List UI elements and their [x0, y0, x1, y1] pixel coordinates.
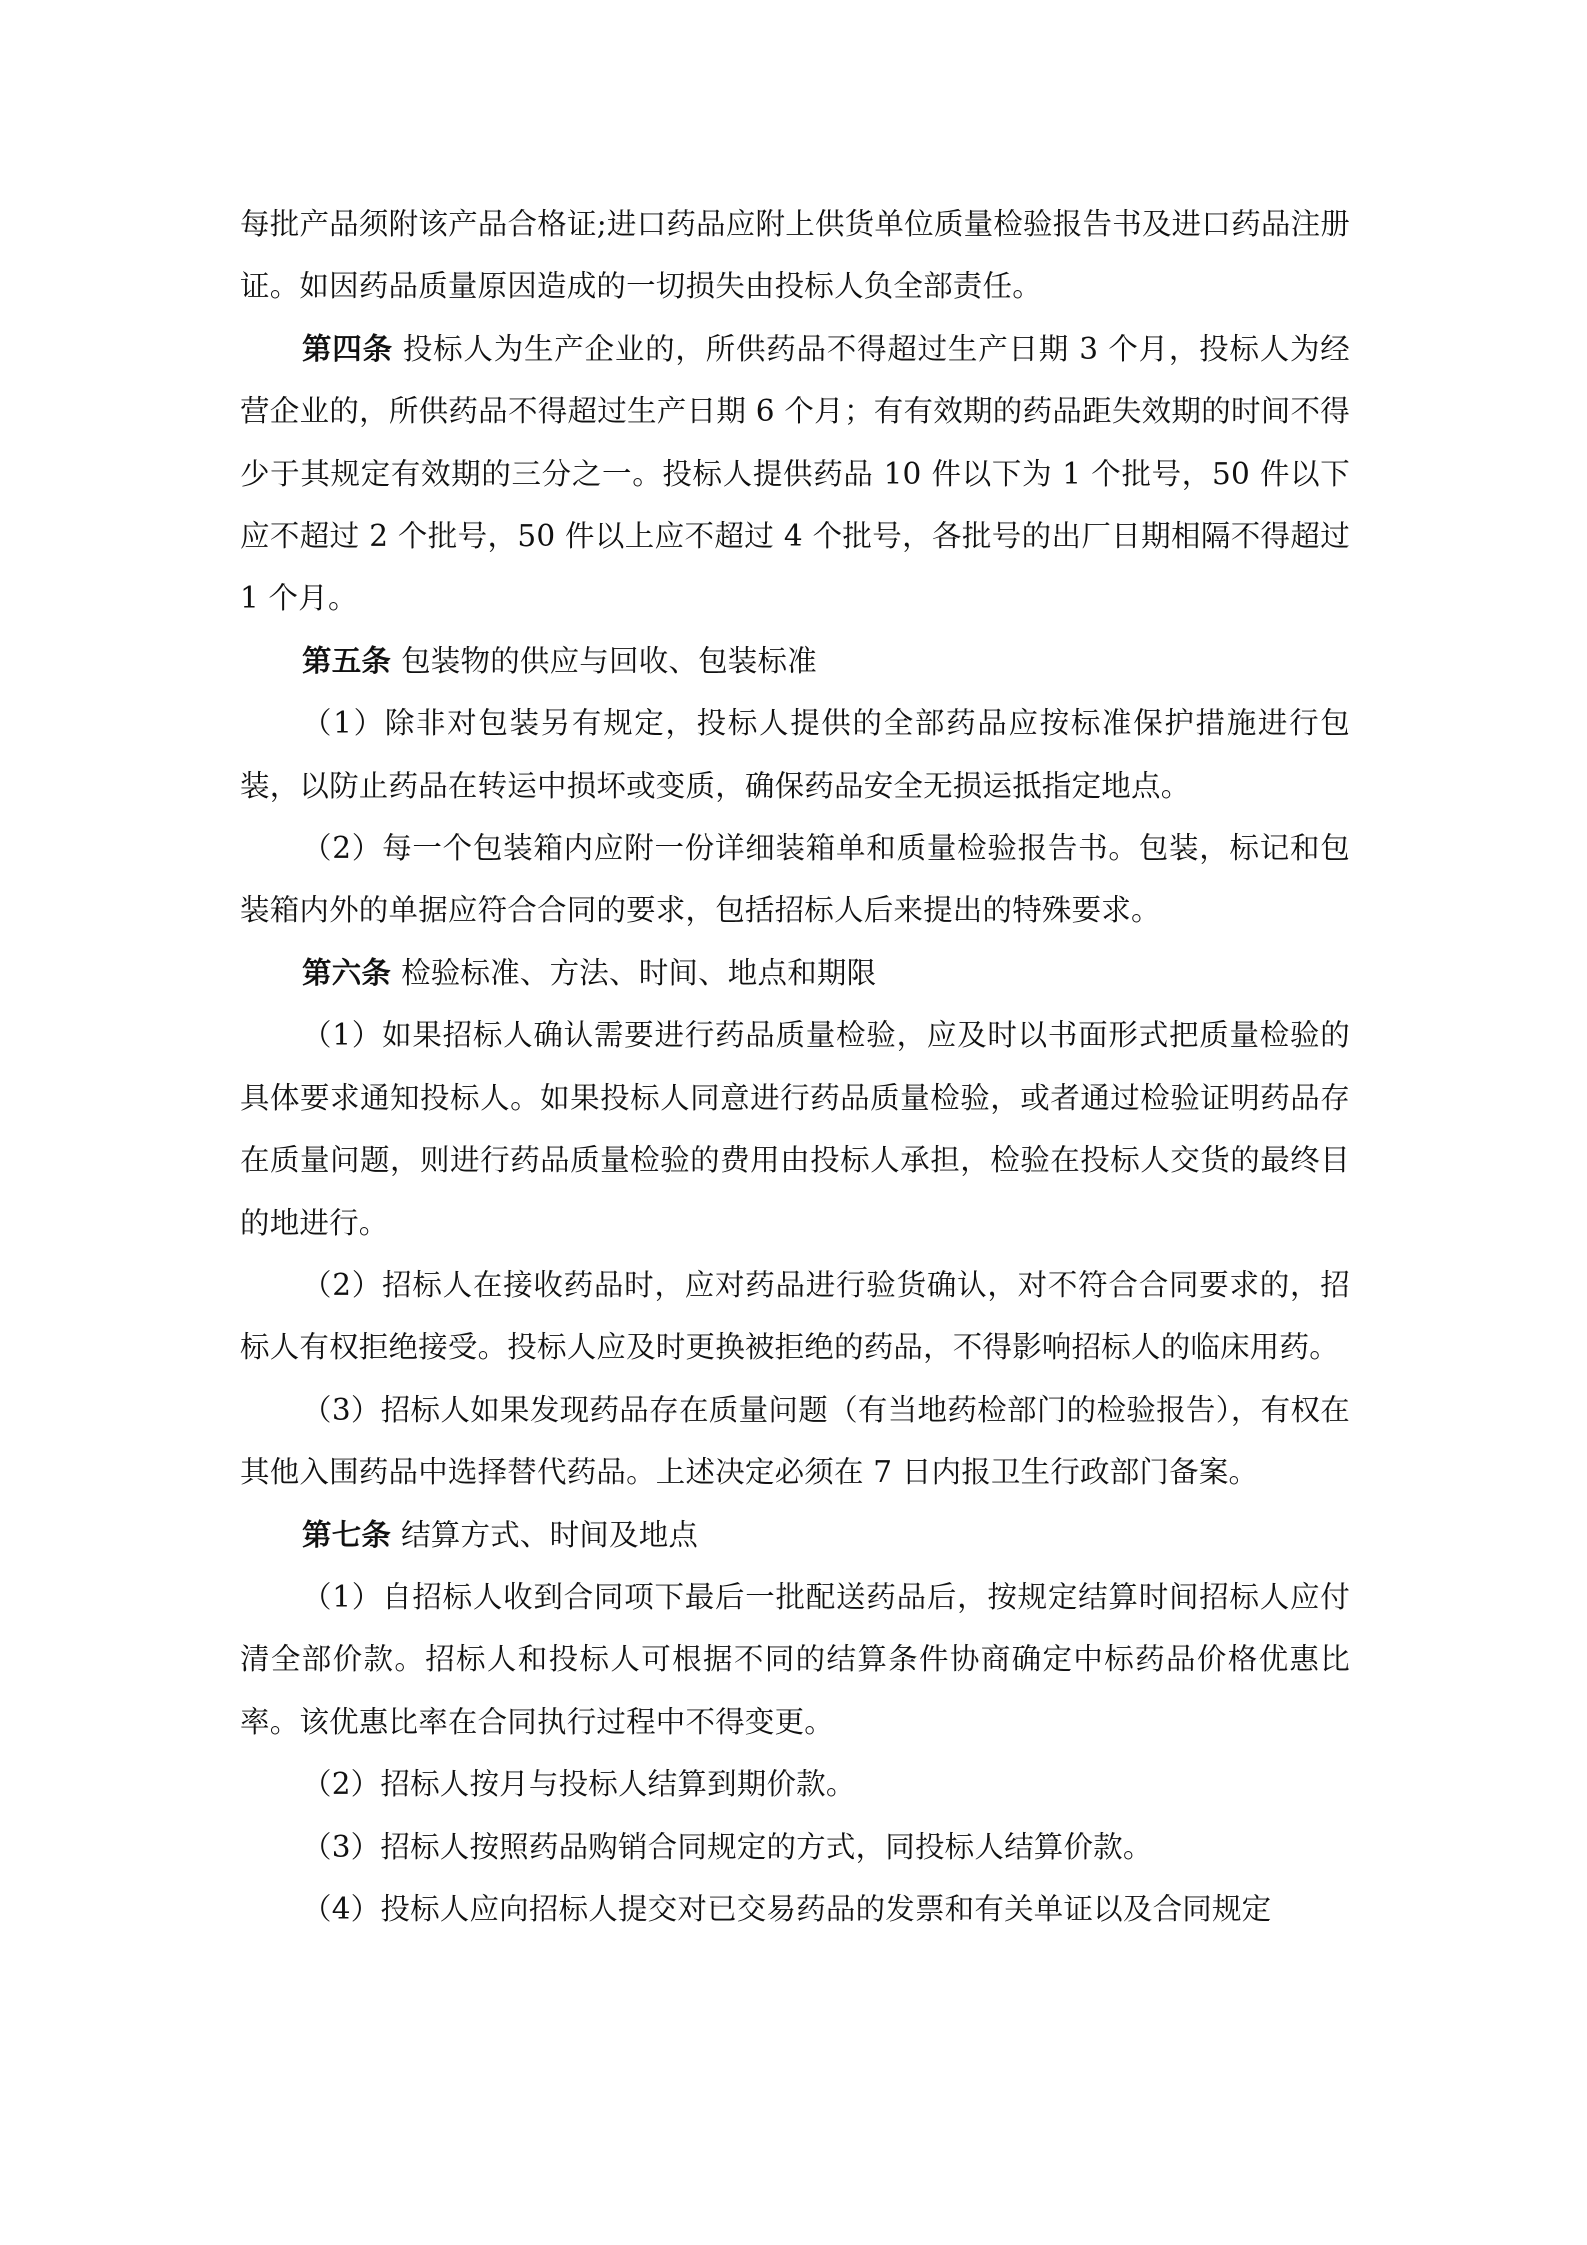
article-title: 第四条 [302, 331, 393, 366]
paragraph-text: （4）投标人应向招标人提交对已交易药品的发票和有关单证以及合同规定 [302, 1891, 1272, 1926]
paragraph-text: （1）除非对包装另有规定，投标人提供的全部药品应按标准保护措施进行包装，以防止药品在转运中损坏或变质，确保药品安全无损运抵指定地点。 [240, 706, 1350, 803]
paragraph-article-7-item-1 [240, 1566, 1350, 1753]
article-title: 第六条 [302, 955, 392, 990]
paragraph-article-7 [240, 1504, 1350, 1566]
paragraph-article-6 [240, 942, 1350, 1004]
paragraph-article-6-item-1 [240, 1004, 1350, 1254]
paragraph-text: 每批产品须附该产品合格证;进口药品应附上供货单位质量检验报告书及进口药品注册证。如因药品质量原因造成的一切损失由投标人负全部责任。 [240, 207, 1350, 304]
paragraph-text: （2）招标人按月与投标人结算到期价款。 [302, 1767, 856, 1802]
article-title: 第五条 [302, 643, 392, 678]
paragraph-article-6-item-3 [240, 1379, 1350, 1504]
paragraph-1 [240, 193, 1350, 318]
paragraph-text: （3）招标人按照药品购销合同规定的方式，同投标人结算价款。 [302, 1829, 1153, 1864]
paragraph-article-7-item-4 [240, 1878, 1350, 1940]
paragraph-article-5-item-1 [240, 692, 1350, 817]
paragraph-text: 投标人为生产企业的，所供药品不得超过生产日期 3 个月，投标人为经营企业的，所供药品不得超过生产日期 6 个月；有有效期的药品距失效期的时间不得少于其规定有效期的三分之一。投标人提供药品 10 件以下为 1 个批号，50 件以下应不超过 2 个批号，50 件以上应不超过 4 个批号，各批号的出厂日期相隔不得超过 1 个月。 [240, 331, 1351, 616]
paragraph-text: （2）每一个包装箱内应附一份详细装箱单和质量检验报告书。包装，标记和包装箱内外的单据应符合合同的要求，包括招标人后来提出的特殊要求。 [240, 831, 1350, 928]
article-title: 第七条 [302, 1517, 392, 1552]
paragraph-text: （3）招标人如果发现药品存在质量问题（有当地药检部门的检验报告），有权在其他入围药品中选择替代药品。上述决定必须在 7 日内报卫生行政部门备案。 [240, 1392, 1350, 1490]
paragraph-article-7-item-2 [240, 1753, 1350, 1815]
paragraph-article-6-item-2 [240, 1254, 1350, 1379]
paragraph-text: 检验标准、方法、时间、地点和期限 [401, 955, 877, 990]
paragraph-article-4 [240, 318, 1350, 630]
paragraph-article-5-item-2 [240, 817, 1350, 942]
paragraph-text: （2）招标人在接收药品时，应对药品进行验货确认，对不符合合同要求的，招标人有权拒绝接受。投标人应及时更换被拒绝的药品，不得影响招标人的临床用药。 [240, 1267, 1350, 1365]
paragraph-text: 包装物的供应与回收、包装标准 [401, 643, 817, 678]
paragraph-text: （1）如果招标人确认需要进行药品质量检验，应及时以书面形式把质量检验的具体要求通知投标人。如果投标人同意进行药品质量检验，或者通过检验证明药品存在质量问题，则进行药品质量检验的费用由投标人承担，检验在投标人交货的最终目的地进行。 [240, 1018, 1350, 1240]
paragraph-article-7-item-3 [240, 1816, 1350, 1878]
paragraph-text: 结算方式、时间及地点 [401, 1517, 699, 1552]
paragraph-article-5 [240, 630, 1350, 692]
document-body [240, 193, 1350, 1940]
paragraph-text: （1）自招标人收到合同项下最后一批配送药品后，按规定结算时间招标人应付清全部价款。招标人和投标人可根据不同的结算条件协商确定中标药品价格优惠比率。该优惠比率在合同执行过程中不得变更。 [240, 1579, 1350, 1739]
